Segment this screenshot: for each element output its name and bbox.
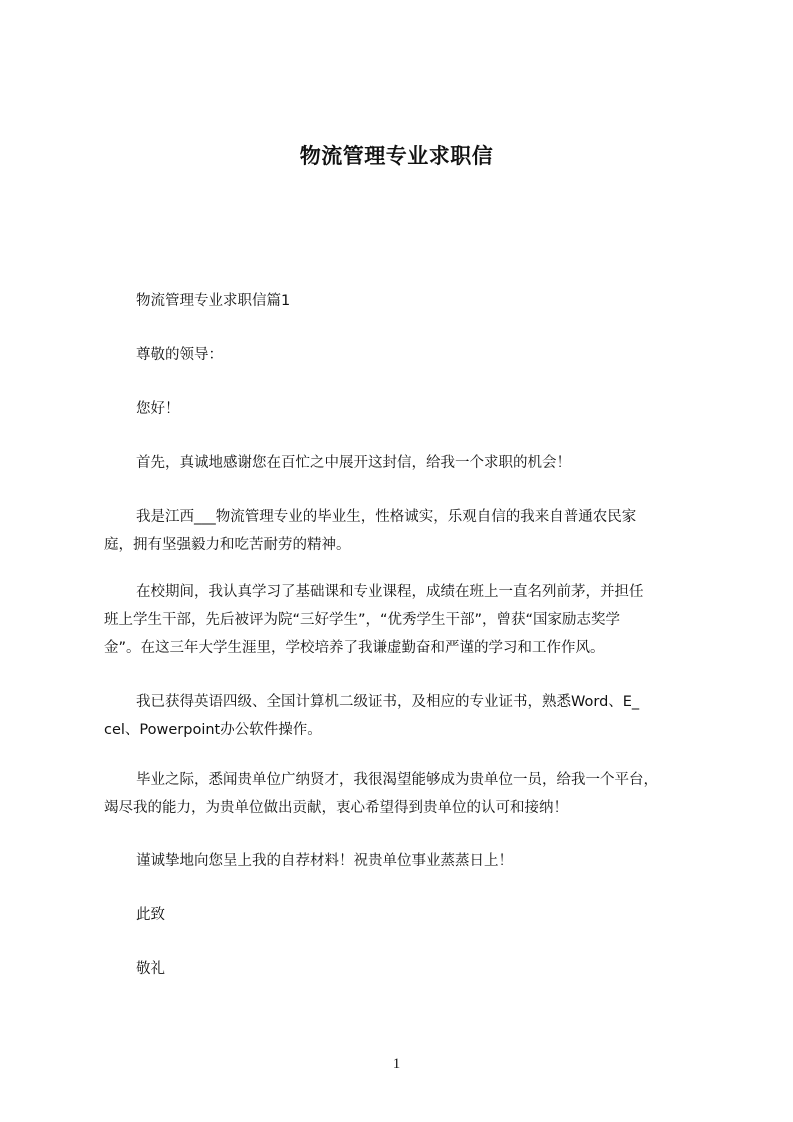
paragraph-line: 毕业之际，悉闻贵单位广纳贤才，我很渴望能够成为贵单位一员，给我一个平台， [136,772,658,788]
paragraph-line: 金”。在这三年大学生涯里，学校培养了我谦虚勤奋和严谨的学习和工作作风。 [104,640,605,656]
paragraph-aspiration [104,766,704,822]
paragraph-line: cel、Powerpoint办公软件操作。 [104,722,322,738]
salutation: 尊敬的领导： [136,347,223,363]
paragraph-line: 庭，拥有坚强毅力和吃苦耐劳的精神。 [104,537,351,553]
paragraph-background [104,503,704,559]
section-heading: 物流管理专业求职信篇1 [136,293,291,309]
paragraph-certificates [104,688,704,744]
paragraph-line: 谨诚挚地向您呈上我的自荐材料！祝贵单位事业蒸蒸日上！ [136,853,513,869]
paragraph-line: 首先，真诚地感谢您在百忙之中展开这封信，给我一个求职的机会！ [136,455,571,471]
paragraph-submission [136,851,513,871]
paragraph-intro [136,453,571,473]
closing-jing-li: 敬礼 [136,961,165,977]
page-number: 1 [392,1056,401,1072]
document-title: 物流管理专业求职信 [299,144,494,168]
closing-ci-zhi: 此致 [136,907,165,923]
paragraph-line: 竭尽我的能力，为贵单位做出贡献，衷心希望得到贵单位的认可和接纳！ [104,800,568,816]
paragraph-line: 我已获得英语四级、全国计算机二级证书，及相应的专业证书，熟悉Word、E_ [136,694,640,710]
paragraph-line: 班上学生干部，先后被评为院“三好学生”，“优秀学生干部”，曾获“国家励志奖学 [104,612,621,628]
paragraph-school [104,578,704,662]
greeting: 您好！ [136,401,180,417]
paragraph-line: 我是江西___物流管理专业的毕业生，性格诚实，乐观自信的我来自普通农民家 [136,509,637,525]
paragraph-line: 在校期间，我认真学习了基础课和专业课程，成绩在班上一直名列前茅，并担任 [136,584,644,600]
